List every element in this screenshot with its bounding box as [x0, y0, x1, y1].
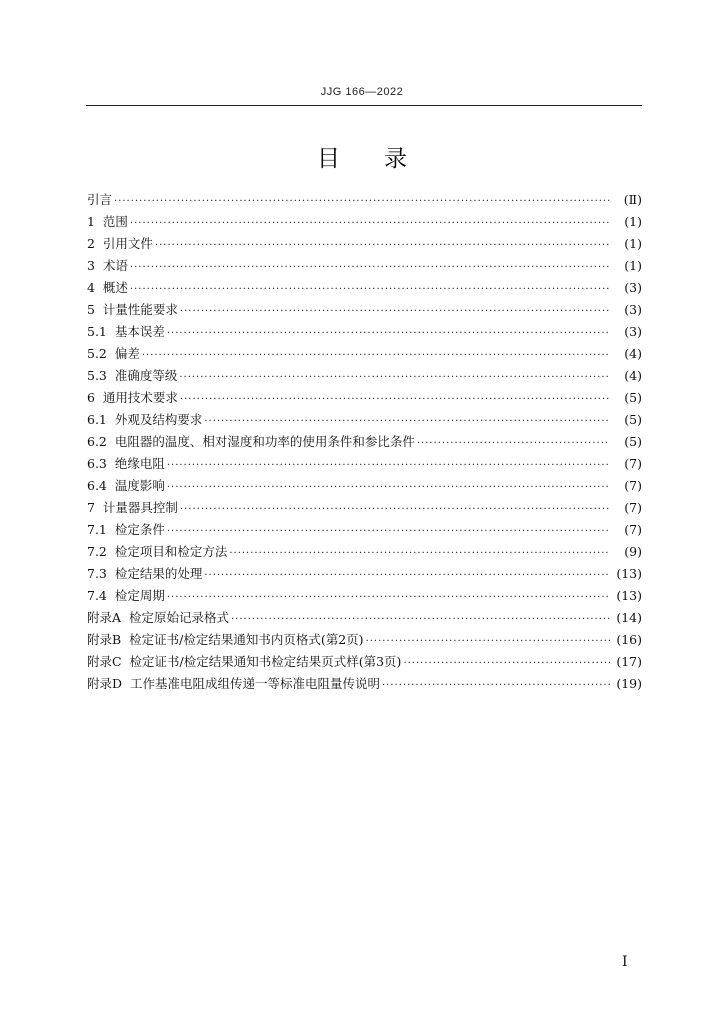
toc-entry[interactable]: [87, 453, 642, 475]
toc-leader-dots: [130, 257, 610, 279]
toc-entry-page: (5): [624, 412, 642, 427]
toc-entry-label: 检定周期: [114, 588, 165, 603]
toc-entry-label: 工作基准电阻成组传递一等标准电阻量传说明: [129, 676, 380, 691]
toc-title: 目录: [317, 146, 451, 172]
toc-entry-page: (16): [616, 632, 642, 647]
toc-entry[interactable]: [87, 409, 642, 431]
toc-entry-label: 计量性能要求: [102, 302, 178, 317]
toc-leader-dots: [366, 631, 610, 653]
toc-entry-number: 5.1: [87, 324, 115, 339]
toc-entry-label: 检定证书/检定结果通知书检定结果页式样(第3页): [129, 654, 402, 669]
toc-leader-dots: [382, 675, 610, 697]
toc-entry-number: 附录D: [87, 676, 130, 691]
toc-leader-dots: [130, 213, 610, 235]
toc-entry-number: 5.3: [87, 368, 115, 383]
toc-entry-page: (9): [624, 544, 642, 559]
toc-entry-label: 检定原始记录格式: [128, 610, 229, 625]
toc-entry-page: (5): [624, 390, 642, 405]
toc-entry-number: 5: [87, 302, 103, 317]
toc-entry-label: 温度影响: [114, 478, 165, 493]
toc-leader-dots: [180, 301, 610, 323]
toc-entry-label: 电阻器的温度、相对湿度和功率的使用条件和参比条件: [114, 434, 415, 449]
toc-entry-label: 计量器具控制: [102, 500, 178, 515]
toc-leader-dots: [180, 499, 610, 521]
toc-entry[interactable]: [87, 299, 642, 321]
toc-entry-page: (Ⅱ): [623, 192, 642, 207]
toc-entry[interactable]: [87, 651, 642, 673]
toc-entry-number: 3: [87, 258, 103, 273]
toc-entry-page: (3): [624, 324, 642, 339]
toc-leader-dots: [114, 191, 610, 213]
toc-entry-page: (13): [616, 566, 642, 581]
toc-entry-page: (3): [624, 280, 642, 295]
toc-entry-number: 附录C: [87, 654, 130, 669]
toc-entry[interactable]: [87, 233, 642, 255]
toc-entry-number: 1: [87, 214, 103, 229]
toc-entry-label: 通用技术要求: [102, 390, 178, 405]
header-divider: [86, 105, 642, 106]
toc-entry-label: 术语: [102, 258, 128, 273]
toc-entry-label: 检定结果的处理: [114, 566, 203, 581]
toc-entry[interactable]: [87, 497, 642, 519]
toc-leader-dots: [180, 389, 610, 411]
toc-entry-label: 偏差: [114, 346, 140, 361]
toc-leader-dots: [167, 323, 610, 345]
toc-entry-label: 概述: [102, 280, 128, 295]
toc-entry[interactable]: [87, 563, 642, 585]
toc-entry[interactable]: [87, 431, 642, 453]
toc-leader-dots: [142, 345, 610, 367]
toc-entry-number: 7.1: [87, 522, 115, 537]
toc-entry-label: 检定条件: [114, 522, 165, 537]
toc-entry[interactable]: [87, 475, 642, 497]
toc-entry-label: 范围: [102, 214, 128, 229]
toc-entry-label: 检定证书/检定结果通知书内页格式(第2页): [129, 632, 364, 647]
toc-entry-page: (14): [616, 610, 642, 625]
toc-entry[interactable]: [87, 189, 642, 211]
toc-entry[interactable]: [87, 365, 642, 387]
toc-entry[interactable]: [87, 541, 642, 563]
toc-entry-number: 6.4: [87, 478, 115, 493]
page-number: I: [622, 954, 628, 970]
toc-entry-number: 附录A: [87, 610, 129, 625]
toc-leader-dots: [167, 521, 610, 543]
toc-entry-page: (4): [624, 346, 642, 361]
toc-entry[interactable]: [87, 519, 642, 541]
toc-entry-label: 引用文件: [102, 236, 153, 251]
document-code-header: JJG 166—2022: [320, 86, 404, 98]
toc-leader-dots: [403, 653, 610, 675]
toc-entry[interactable]: [87, 387, 642, 409]
toc-entry-number: 6.1: [87, 412, 115, 427]
toc-entry-number: 4: [87, 280, 103, 295]
toc-entry-number: 附录B: [87, 632, 130, 647]
toc-leader-dots: [231, 609, 610, 631]
toc-leader-dots: [167, 455, 610, 477]
toc-entry-number: 5.2: [87, 346, 115, 361]
toc-entry[interactable]: [87, 277, 642, 299]
toc-entry[interactable]: [87, 211, 642, 233]
toc-entry[interactable]: [87, 629, 642, 651]
toc-leader-dots: [204, 565, 610, 587]
toc-entry[interactable]: [87, 343, 642, 365]
toc-entry-number: 7.3: [87, 566, 115, 581]
toc-entry[interactable]: [87, 673, 642, 695]
toc-entry-label: 引言: [87, 192, 113, 207]
toc-entry-page: (7): [624, 522, 642, 537]
toc-leader-dots: [179, 367, 610, 389]
toc-entry-page: (5): [624, 434, 642, 449]
toc-leader-dots: [204, 411, 610, 433]
toc-entry-number: 7.2: [87, 544, 115, 559]
toc-entry-number: 7: [87, 500, 103, 515]
toc-entry-page: (7): [624, 478, 642, 493]
toc-entry-page: (17): [616, 654, 642, 669]
table-of-contents: [87, 189, 642, 695]
toc-entry[interactable]: [87, 321, 642, 343]
toc-entry-number: 7.4: [87, 588, 115, 603]
toc-leader-dots: [130, 279, 610, 301]
toc-entry[interactable]: [87, 607, 642, 629]
toc-leader-dots: [229, 543, 610, 565]
toc-entry-label: 基本误差: [114, 324, 165, 339]
toc-entry-page: (7): [624, 500, 642, 515]
toc-entry-page: (7): [624, 456, 642, 471]
toc-entry-label: 检定项目和检定方法: [114, 544, 228, 559]
toc-entry-page: (1): [624, 258, 642, 273]
toc-entry[interactable]: [87, 585, 642, 607]
toc-entry-number: 6.2: [87, 434, 115, 449]
toc-entry-label: 绝缘电阻: [114, 456, 165, 471]
toc-entry-page: (1): [624, 236, 642, 251]
toc-leader-dots: [155, 235, 610, 257]
toc-entry-page: (19): [616, 676, 642, 691]
toc-leader-dots: [167, 477, 610, 499]
toc-entry-label: 准确度等级: [114, 368, 178, 383]
toc-entry-page: (4): [624, 368, 642, 383]
toc-leader-dots: [417, 433, 610, 455]
toc-entry-page: (3): [624, 302, 642, 317]
toc-entry-page: (1): [624, 214, 642, 229]
toc-entry-page: (13): [616, 588, 642, 603]
toc-entry-label: 外观及结构要求: [114, 412, 203, 427]
toc-entry-number: 6.3: [87, 456, 115, 471]
toc-entry-number: 2: [87, 236, 103, 251]
toc-entry-number: 6: [87, 390, 103, 405]
toc-entry[interactable]: [87, 255, 642, 277]
toc-leader-dots: [167, 587, 610, 609]
